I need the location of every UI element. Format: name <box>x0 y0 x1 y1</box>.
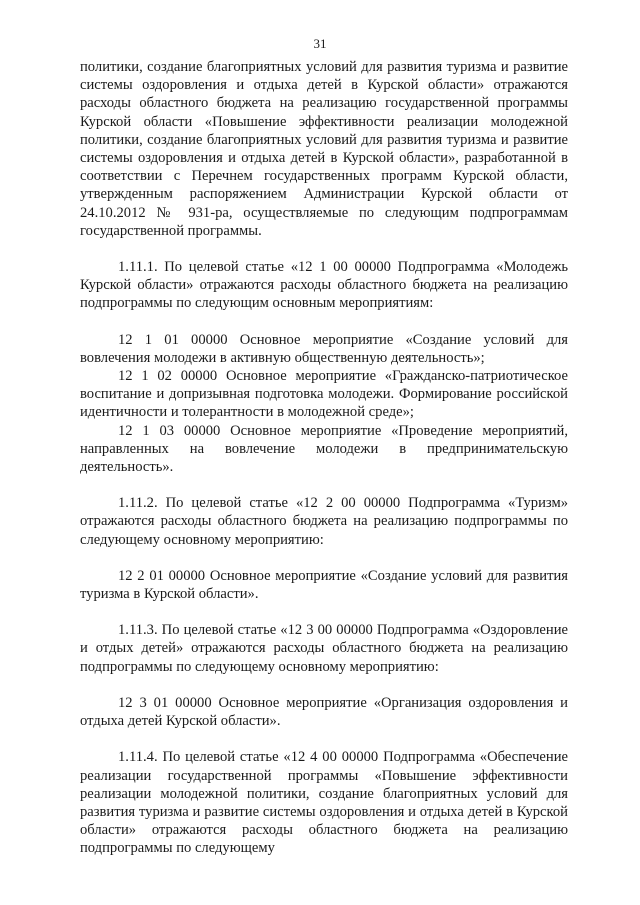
paragraph-activity-12-2-01: 12 2 01 00000 Основное мероприятие «Создание условий для развития туризма в Курской области». <box>80 567 568 603</box>
paragraph-1-11-2: 1.11.2. По целевой статье «12 2 00 00000 Подпрограмма «Туризм» отражаются расходы областного бюджета на реализацию подпрограммы по следующему основному мероприятию: <box>80 495 568 548</box>
paragraph-intro-continuation: политики, создание благоприятных условий для развития туризма и развитие системы оздоровления и отдыха детей в Курской области» отражаются расходы областного бюджета на реализацию государственной программы Курской области «Повышение эффективности реализации молодежной политики, создание благоприятных условий для развития туризма и развитие системы оздоровления и отдыха детей в Курской области», разработанной в соответствии с Перечнем государственных программ Курской области, утвержденным распоряжением Администрации Курской области от 24.10.2012 № 931-ра, осуществляемые по следующим подпрограммам государственной программы. <box>80 59 568 239</box>
paragraph-1-11-3: 1.11.3. По целевой статье «12 3 00 00000 Подпрограмма «Оздоровление и отдых детей» отражаются расходы областного бюджета на реализацию подпрограммы по следующему основному мероприятию: <box>80 622 568 675</box>
paragraph-1-11-4: 1.11.4. По целевой статье «12 4 00 00000 Подпрограмма «Обеспечение реализации государственной программы «Повышение эффективности реализации молодежной политики, создание благоприятных условий для развития туризма и развитие системы оздоровления и отдыха детей в Курской области» отражаются расходы областного бюджета на реализацию подпрограммы по следующему <box>80 749 568 857</box>
page-number: 31 <box>313 36 327 51</box>
paragraph-activity-12-3-01: 12 3 01 00000 Основное мероприятие «Организация оздоровления и отдыха детей Курской области». <box>80 694 568 730</box>
paragraph-activity-12-1-02: 12 1 02 00000 Основное мероприятие «Гражданско-патриотическое воспитание и допризывная подготовка молодежи. Формирование российской идентичности и толерантности в молодежной среде»; <box>80 368 568 421</box>
document-body <box>80 58 568 858</box>
paragraph-activity-12-1-03: 12 1 03 00000 Основное мероприятие «Проведение мероприятий, направленных на вовлечение молодежи в предпринимательскую деятельность». <box>80 422 568 476</box>
paragraph-1-11-1: 1.11.1. По целевой статье «12 1 00 00000 Подпрограмма «Молодежь Курской области» отражаются расходы областного бюджета на реализацию подпрограммы по следующим основным мероприятиям: <box>80 259 568 312</box>
paragraph-activity-12-1-01: 12 1 01 00000 Основное мероприятие «Создание условий для вовлечения молодежи в активную общественную деятельность»; <box>80 331 568 366</box>
